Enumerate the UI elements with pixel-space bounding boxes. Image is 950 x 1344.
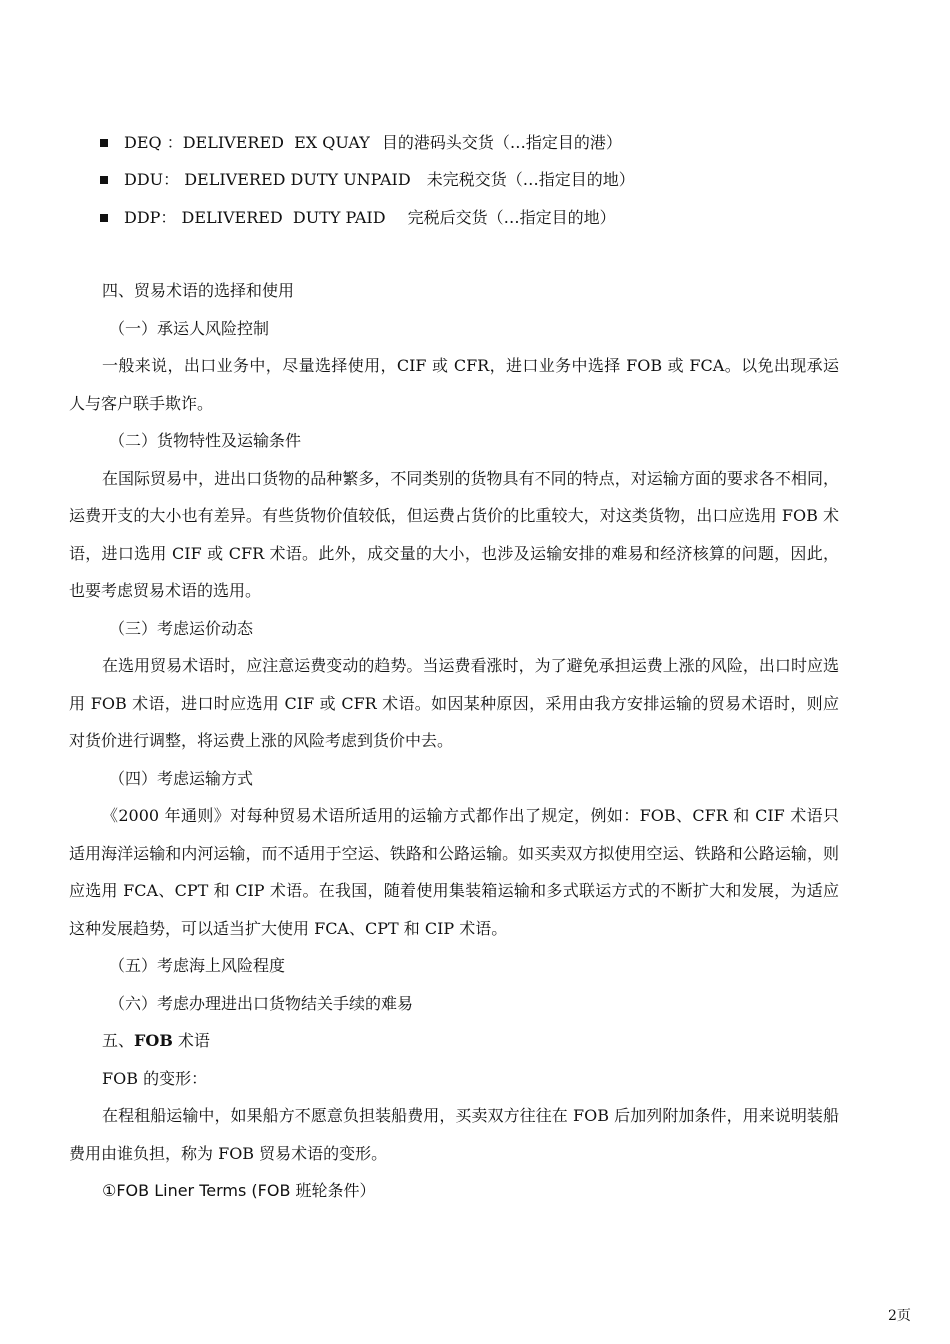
paragraph: 在选用贸易术语时，应注意运费变动的趋势。当运费看涨时，为了避免承担运费上涨的风险，出口时应选用 FOB 术语，进口时应选用 CIF 或 CFR 术语。如因某种原因，采用由我方安排运输的贸易术语时，则应对货价进行调整，将运费上涨的风险考虑到货价中去。	[69, 656, 839, 750]
subsection-title: （四）考虑运输方式	[109, 768, 254, 788]
term-meaning: 目的港码头交货（…指定目的港）	[381, 132, 622, 152]
paragraph: 在国际贸易中，进出口货物的品种繁多，不同类别的货物具有不同的特点，对运输方面的要求各不相同，运费开支的大小也有差异。有些货物价值较低，但运费占货价的比重较大，对这类货物，出口应选用 FOB 术语，进口选用 CIF 或 CFR 术语。此外，成交量的大小，也涉及运输安排的难易和经济核算的问题，因此，也要考虑贸易术语的选用。	[69, 468, 839, 600]
section-heading: 四、贸易术语的选择和使用	[102, 281, 295, 300]
paragraph: 在程租船运输中，如果船方不愿意负担装船费用，买卖双方往往在 FOB 后加列附加条件，用来说明装船费用由谁负担，称为 FOB 贸易术语的变形。	[69, 1106, 839, 1163]
section-heading: 五、FOB 术语	[102, 1031, 210, 1050]
list-item	[100, 162, 880, 200]
square-bullet-icon	[100, 139, 108, 147]
document-body	[69, 272, 839, 1210]
subsection-title: （六）考虑办理进出口货物结关手续的难易	[109, 993, 414, 1013]
page-number: 2页	[888, 1308, 911, 1324]
term-meaning: 未完税交货（…指定目的地）	[426, 170, 635, 190]
incoterms-bullet-list	[100, 124, 880, 237]
subsection-title: （三）考虑运价动态	[109, 618, 254, 638]
list-item: ①FOB Liner Terms (FOB 班轮条件）	[102, 1181, 376, 1200]
square-bullet-icon	[100, 214, 108, 222]
square-bullet-icon	[100, 176, 108, 184]
subsection-title: （五）考虑海上风险程度	[109, 956, 286, 975]
variant-label: FOB 的变形：	[102, 1068, 208, 1088]
paragraph: 一般来说，出口业务中，尽量选择使用，CIF 或 CFR，进口业务中选择 FOB 或 FCA。以免出现承运人与客户联手欺诈。	[69, 356, 839, 413]
list-item	[100, 124, 880, 162]
paragraph: 《2000 年通则》对每种贸易术语所适用的运输方式都作出了规定，例如：FOB、CFR 和 CIF 术语只适用海洋运输和内河运输，而不适用于空运、铁路和公路运输。如买卖双方拟使用空运、铁路和公路运输，则应选用 FCA、CPT 和 CIP 术语。在我国，随着使用集装箱运输和多式联运方式的不断扩大和发展，为适应这种发展趋势，可以适当扩大使用 FCA、CPT 和 CIP 术语。	[69, 806, 839, 938]
list-item	[100, 199, 880, 237]
subsection-title: （二）货物特性及运输条件	[109, 431, 302, 450]
term-code: DDU： DELIVERED DUTY UNPAID	[124, 170, 411, 190]
term-meaning: 完税后交货（…指定目的地）	[407, 207, 616, 227]
term-code: DDP： DELIVERED DUTY PAID	[124, 207, 386, 227]
subsection-title: （一）承运人风险控制	[109, 318, 270, 338]
term-code: DEQ ：DELIVERED EX QUAY	[124, 132, 370, 152]
